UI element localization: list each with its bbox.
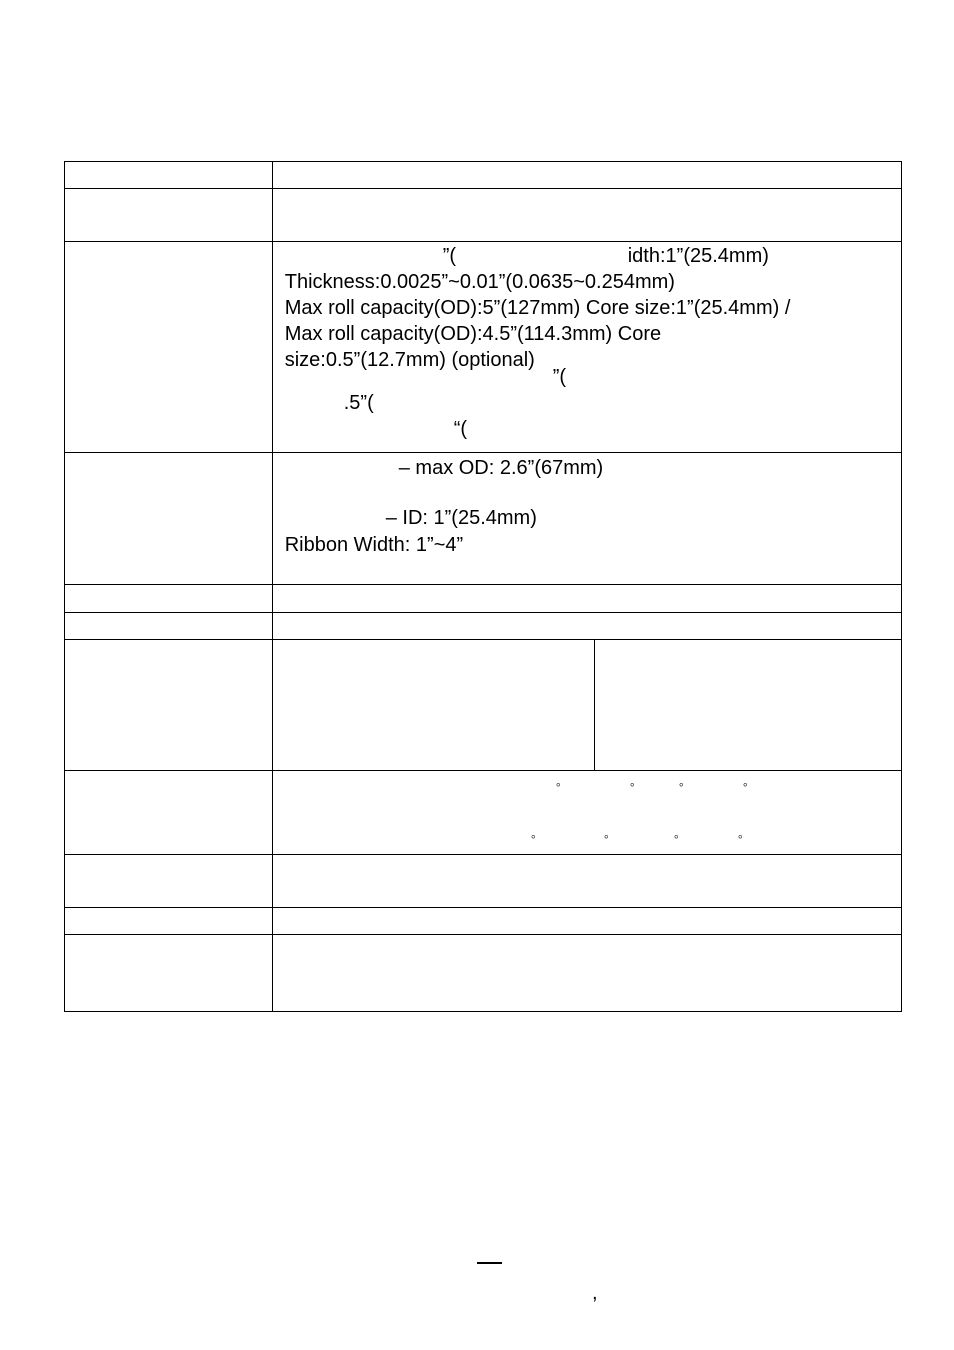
media-roll-capacity-alt: Max roll capacity(OD):4.5”(114.3mm) Core	[284, 323, 662, 345]
row-label-cell	[65, 935, 273, 1012]
footer-comma: ,	[592, 1282, 598, 1304]
table-row	[65, 585, 902, 613]
spec-table	[64, 161, 902, 1012]
ribbon-width: Ribbon Width: 1”~4”	[284, 534, 464, 556]
media-fragment: ”(	[442, 245, 457, 267]
degree-symbol: ◦	[603, 828, 609, 844]
table-row	[65, 935, 902, 1012]
media-fragment: ”(	[552, 366, 567, 388]
row-value-cell	[272, 935, 901, 1012]
table-row	[65, 908, 902, 935]
media-roll-capacity: Max roll capacity(OD):5”(127mm) Core size:1”(25.4mm) /	[284, 297, 791, 319]
row-label-cell	[65, 242, 273, 453]
row-value-cell	[272, 162, 901, 189]
degree-symbol: ◦	[530, 828, 536, 844]
ribbon-spec-cell	[272, 453, 901, 585]
degree-symbol: ◦	[742, 776, 748, 792]
row-label-cell	[65, 855, 273, 908]
media-core-size-optional: size:0.5”(12.7mm) (optional)	[284, 349, 535, 371]
media-thickness: Thickness:0.0025”~0.01”(0.0635~0.254mm)	[284, 271, 675, 293]
table-row	[65, 189, 902, 242]
table-row	[65, 855, 902, 908]
row-label-cell	[65, 613, 273, 640]
row-label-cell	[65, 771, 273, 855]
degree-symbol: ◦	[673, 828, 679, 844]
row-value-cell	[272, 908, 901, 935]
degree-symbol: ◦	[629, 776, 635, 792]
row-label-cell	[65, 189, 273, 242]
degree-symbol: ◦	[678, 776, 684, 792]
table-row-media	[65, 242, 902, 453]
row-label-cell	[65, 585, 273, 613]
environment-cell	[272, 771, 901, 855]
table-row	[65, 613, 902, 640]
row-value-cell	[272, 585, 901, 613]
row-value-cell	[272, 855, 901, 908]
media-fragment: .5”(	[343, 392, 374, 414]
row-value-cell	[272, 613, 901, 640]
media-spec-cell	[272, 242, 901, 453]
row-value-cell	[272, 189, 901, 242]
row-label-cell	[65, 453, 273, 585]
media-fragment-width: idth:1”(25.4mm)	[627, 245, 769, 267]
row-label-cell	[65, 908, 273, 935]
degree-symbol: ◦	[555, 776, 561, 792]
table-row-split	[65, 640, 902, 771]
ribbon-id: – ID: 1”(25.4mm)	[385, 507, 537, 529]
table-row-environment	[65, 771, 902, 855]
media-fragment: “(	[453, 418, 468, 440]
row-value-cell-right	[594, 640, 901, 771]
degree-symbol: ◦	[737, 828, 743, 844]
row-value-cell-left	[272, 640, 594, 771]
table-row-ribbon	[65, 453, 902, 585]
row-label-cell	[65, 162, 273, 189]
ribbon-max-od: – max OD: 2.6”(67mm)	[398, 457, 604, 479]
table-row	[65, 162, 902, 189]
row-label-cell	[65, 640, 273, 771]
footer-dash	[477, 1262, 502, 1264]
